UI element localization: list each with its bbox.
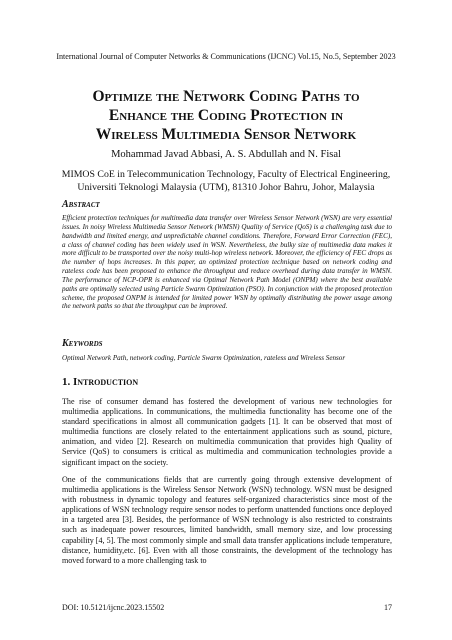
title-line-1: Optimize the Network Coding Paths to (92, 88, 360, 105)
title-line-3: Wireless Multimedia Sensor Network (95, 126, 357, 143)
paper-title (50, 87, 402, 144)
introduction-heading: 1. Introduction (62, 376, 139, 388)
title-line-2: Enhance the Coding Protection in (108, 107, 344, 124)
intro-paragraph-2: One of the communications fields that are currently going through extensive development of multimedia applications is the Wireless Sensor Network (WSN) technology. WSN must be designed with robustness in dynamic topology and features self-organized characteristics since most of the applications of WSN technology require sensor nodes to perform unattended functions once deployed in a targeted area [3]. Besides, the performance of WSN technology is also restricted to constraints such as inadequate power resources, limited bandwidth, small memory size, and low processing capability [4, 5]. The most commonly simple and small data transfer applications include temperature, distance, humidity,etc. [6]. Even with all those constraints, the development of the technology has moved forward to a more challenging task to (62, 475, 392, 565)
keywords-text: Optimal Network Path, network coding, Particle Swarm Optimization, rateless and Wireless Sensor (62, 354, 346, 362)
page-number: 17 (384, 603, 392, 612)
journal-header: International Journal of Computer Networks & Communications (IJCNC) Vol.15, No.5, September 2023 (56, 52, 396, 61)
intro-paragraph-1: The rise of consumer demand has fostered the development of various new technologies for multimedia applications. In communications, the multimedia functionality has become one of the standard specifications in almost all communication gadgets [1]. It can be observed that most of multimedia functions are closely related to the entertainment applications such as sound, picture, animation, and video [2]. Research on multimedia communication that provides high Quality of Service (QoS) to consumers is critical as multimedia and communication technologies provide a significant impact on the society. (62, 397, 392, 467)
affiliation-line-2: Universiti Teknologi Malaysia (UTM), 81310 Johor Bahru, Johor, Malaysia (77, 181, 375, 193)
abstract-text: Efficient protection techniques for multimedia data transfer over Wireless Sensor Network (WSN) are very essential issues. In noisy Wireless Multimedia Sensor Network (WMSN) Quality of Service (QoS) is a challenging task due to bandwidth and limited energy, and unpredictable channel conditions. Therefore, Forward Error Correction (FEC), a class of channel coding has been widely used in WSN. Nevertheless, the bulky size of multimedia data makes it more difficult to be transported over the noisy multi-hop wireless network. Moreover, the efficiency of FEC drops as the number of hops increases. In this paper, an optimized protection technique based on network coding and rateless code has been proposed to enhance the throughput and reduce overhead during data transfer in WMSN. The performance of NCP-OPR is enhanced via Optimal Network Path Model (ONPM) where the best available paths are optimally selected using Particle Swarm Optimization (PSO). In conjunction with the proposed protection scheme, the proposed ONPM is intended for limited power WSN by optimally distributing the power usage among the network paths so that the throughput can be improved. (62, 214, 392, 311)
affiliation-line-1: MIMOS CoE in Telecommunication Technology, Faculty of Electrical Engineering, (61, 169, 391, 180)
affiliation (40, 169, 412, 194)
abstract-heading: Abstract (62, 199, 100, 210)
author-list: Mohammad Javad Abbasi, A. S. Abdullah and N. Fisal (111, 149, 341, 160)
keywords-heading: Keywords (62, 338, 103, 349)
doi-footer: DOI: 10.5121/ijcnc.2023.15502 (62, 603, 165, 612)
